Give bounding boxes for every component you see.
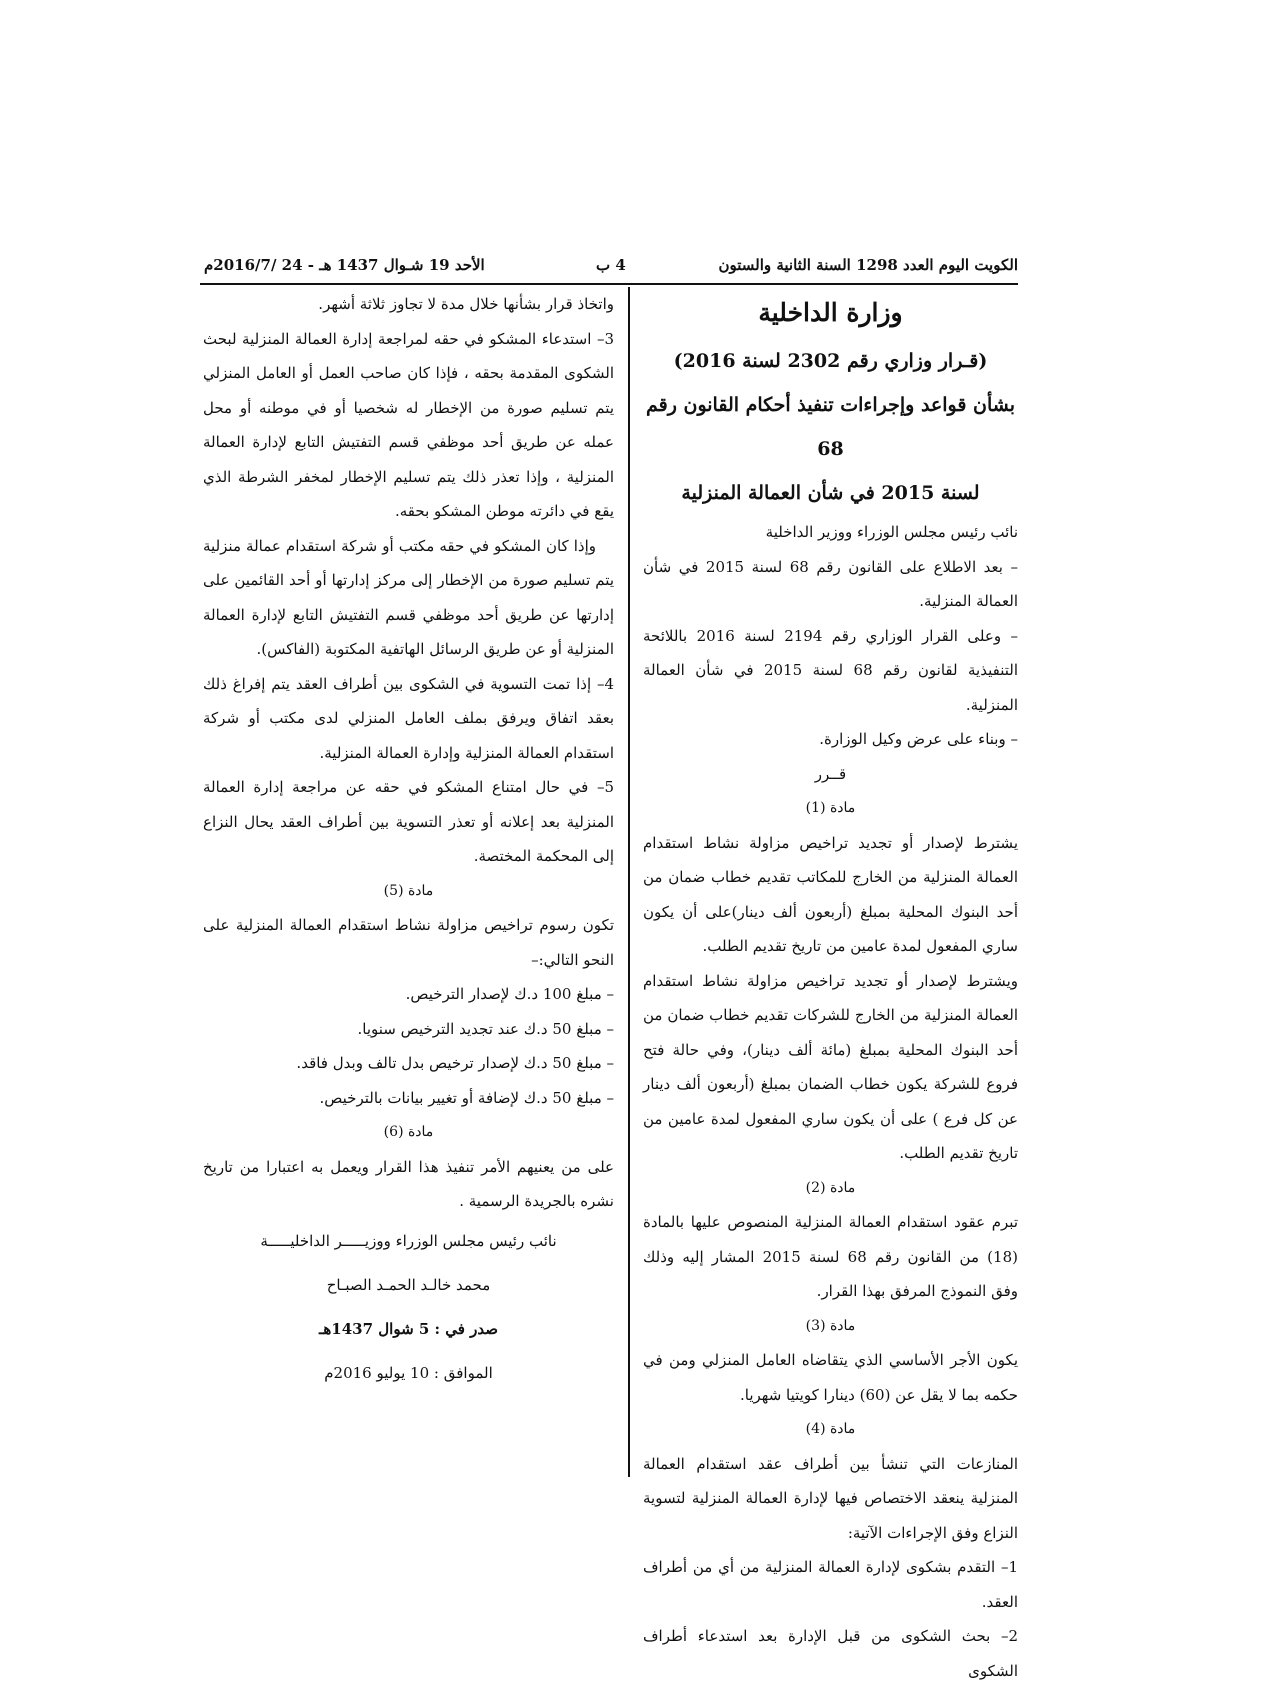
article-5-paragraph: تكون رسوم تراخيص مزاولة نشاط استقدام العمالة المنزلية على النحو التالي:– xyxy=(203,916,614,969)
header-page-number: 4 ب xyxy=(596,256,626,274)
header-rule xyxy=(200,283,1018,285)
article-4-item-5: 5– في حال امتناع المشكو في حقه عن مراجعة إدارة العمالة المنزلية بعد إعلانه أو تعذر التسوية بين أطراف العقد يحال النزاع إلى المحكمة المختصة. xyxy=(203,778,614,865)
signature-title: نائب رئيس مجلس الوزراء ووزيـــــر الداخليـــــة xyxy=(260,1231,557,1250)
article-5-heading: مادة (5) xyxy=(383,882,434,899)
article-1-heading: مادة (1) xyxy=(805,800,856,816)
article-4-item-3-continuation: وإذا كان المشكو في حقه مكتب أو شركة استقدام عمالة منزلية يتم تسليم صورة من الإخطار إلى مركز إدارتها أو أحد القائمين على إدارتها عن طريق أحد موظفي قسم التفتيش التابع لإدارة العمالة المنزلية أو عن طريق الرسائل الهاتفية المكتوبة (الفاكس). xyxy=(203,536,614,658)
article-3-heading: مادة (3) xyxy=(805,1317,856,1334)
article-4-heading: مادة (4) xyxy=(805,1421,856,1437)
item-2-continuation: واتخاذ قرار بشأنها خلال مدة لا تجاوز ثلاثة أشهر. xyxy=(318,295,614,313)
column-divider xyxy=(628,287,630,1477)
corresponding-date: الموافق : 10 يوليو 2016م xyxy=(324,1363,493,1382)
fee-item-4: – مبلغ 50 د.ك لإضافة أو تغيير بيانات بالترخيص. xyxy=(319,1088,614,1107)
page-header xyxy=(200,252,1018,282)
decision-title: (قـرار وزاري رقم 2302 لسنة 2016) xyxy=(673,350,988,372)
ministry-title: وزارة الداخلية xyxy=(758,298,903,327)
fee-item-2: – مبلغ 50 د.ك عند تجديد الترخيص سنويا. xyxy=(357,1019,614,1038)
article-2-paragraph: تبرم عقود استقدام العمالة المنزلية المنصوص عليها بالمادة (18) من القانون رقم 68 لسنة 2015 المشار إليه وذلك وفق النموذج المرفق بهذا القرار. xyxy=(643,1213,1018,1300)
right-column xyxy=(643,287,1018,1680)
fee-item-1: – مبلغ 100 د.ك لإصدار الترخيص. xyxy=(405,985,614,1003)
header-issue-info: الكويت اليوم العدد 1298 السنة الثانية والستون xyxy=(718,256,1018,274)
fee-item-3: – مبلغ 50 د.ك لإصدار ترخيص بدل تالف وبدل فاقد. xyxy=(296,1054,614,1072)
article-1-paragraph-1: يشترط لإصدار أو تجديد تراخيص مزاولة نشاط استقدام العمالة المنزلية من الخارج للمكاتب تقديم خطاب ضمان من أحد البنوك المحلية بمبلغ (أربعون ألف دينار)على أن يكون ساري المفعول لمدة عامين من تاريخ تقديم الطلب. xyxy=(643,833,1018,955)
preamble-1: – بعد الاطلاع على القانون رقم 68 لسنة 2015 في شأن العمالة المنزلية. xyxy=(643,557,1018,610)
article-4-item-2: 2– بحث الشكوى من قبل الإدارة بعد استدعاء أطراف الشكوى xyxy=(643,1627,1018,1680)
article-4-item-4: 4– إذا تمت التسوية في الشكوى بين أطراف العقد يتم إفراغ ذلك بعقد اتفاق ويرفق بملف العامل المنزلي لدى مكتب أو شركة استقدام العمالة المنزلية وإدارة العمالة المنزلية. xyxy=(203,674,614,762)
preamble-3: – وبناء على عرض وكيل الوزارة. xyxy=(819,730,1018,748)
article-4-item-3: 3– استدعاء المشكو في حقه لمراجعة إدارة العمالة المنزلية لبحث الشكوى المقدمة بحقه ، فإذا كان صاحب العمل أو العامل المنزلي يتم تسليم صورة من الإخطار له شخصيا أو في موطنه أو محل عمله عن طريق أحد موظفي قسم التفتيش التابع لإدارة العمالة المنزلية ، وإذا تعذر ذلك يتم تسليم الإخطار لمخفر الشرطة الذي يقع في دائرته موطن المشكو بحقه. xyxy=(203,329,614,520)
preamble-2: – وعلى القرار الوزاري رقم 2194 لسنة 2016 باللائحة التنفيذية لقانون رقم 68 لسنة 2015 في شأن العمالة المنزلية. xyxy=(643,626,1018,714)
article-6-paragraph: على من يعنيهم الأمر تنفيذ هذا القرار ويعمل به اعتبارا من تاريخ نشره بالجريدة الرسمية . xyxy=(203,1157,614,1210)
issuer-line: نائب رئيس مجلس الوزراء ووزير الداخلية xyxy=(765,523,1018,541)
issued-date: صدر في : 5 شوال 1437هـ xyxy=(318,1319,499,1338)
article-4-paragraph: المنازعات التي تنشأ بين أطراف عقد استقدام العمالة المنزلية ينعقد الاختصاص فيها لإدارة العمالة المنزلية لتسوية النزاع وفق الإجراءات الآتية: xyxy=(643,1454,1018,1542)
decision-subject-line2: لسنة 2015 في شأن العمالة المنزلية xyxy=(681,482,980,504)
article-2-heading: مادة (2) xyxy=(805,1179,856,1196)
decided-heading: قــرر xyxy=(814,764,847,783)
article-1-paragraph-2: ويشترط لإصدار أو تجديد تراخيص مزاولة نشاط استقدام العمالة المنزلية من الخارج للشركات تقديم خطاب ضمان من أحد البنوك المحلية بمبلغ (مائة ألف دينار)، وفي حالة فتح فروع للشركة يكون خطاب الضمان بمبلغ (أربعون ألف دينار عن كل فرع ) على أن يكون ساري المفعول لمدة عامين من تاريخ تقديم الطلب. xyxy=(643,971,1018,1162)
decision-subject-line1: بشأن قواعد وإجراءات تنفيذ أحكام القانون رقم 68 xyxy=(645,394,1016,460)
article-6-heading: مادة (6) xyxy=(383,1124,434,1140)
signature-name: محمد خالـد الحمـد الصبـاح xyxy=(326,1275,491,1294)
left-column xyxy=(203,287,614,1477)
article-4-item-1: 1– التقدم بشكوى لإدارة العمالة المنزلية من أي من أطراف العقد. xyxy=(643,1558,1018,1611)
article-3-paragraph: يكون الأجر الأساسي الذي يتقاضاه العامل المنزلي ومن في حكمه بما لا يقل عن (60) دينارا كويتيا شهريا. xyxy=(643,1351,1018,1404)
header-date: الأحد 19 شـوال 1437 هـ - 24 /2016/7م xyxy=(204,256,485,274)
